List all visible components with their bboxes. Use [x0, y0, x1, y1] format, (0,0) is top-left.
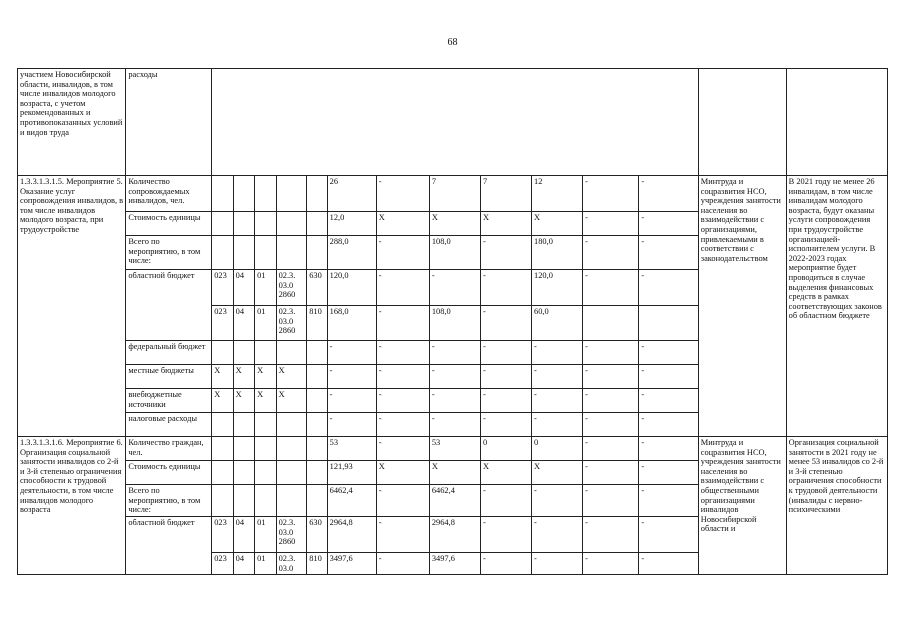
m6-code-g [212, 461, 233, 485]
m5-value-cell: - [429, 341, 480, 365]
m5-code-c: 02.3. 03.0 2860 [276, 306, 307, 341]
m6-result-cell: Организация социальной занятости в 2021 году не менее 53 инвалидов со 2-й и 3-й степенью ограничения способности к трудовой деятельности (инвалиды с нервно-психическими [786, 437, 887, 575]
m5-value-cell: X [480, 212, 531, 236]
m6-code-c [276, 485, 307, 517]
m5-value-cell: - [583, 341, 639, 365]
m6-value-cell: 2964,8 [327, 517, 376, 553]
m6-code-p: 01 [255, 553, 276, 575]
m5-value-cell [639, 306, 698, 341]
m5-value-cell: 120,0 [532, 270, 583, 306]
m5-value-cell: - [532, 365, 583, 389]
m5-code-c: 02.3. 03.0 2860 [276, 270, 307, 306]
m6-code-p: 01 [255, 517, 276, 553]
m5-value-cell: X [429, 212, 480, 236]
m5-row [18, 176, 888, 212]
m6-value-cell: - [376, 485, 429, 517]
m6-indicator-label: Количество граждан, чел. [126, 437, 212, 461]
m5-code-g [212, 176, 233, 212]
m5-value-cell: - [480, 270, 531, 306]
m5-value-cell: 60,0 [532, 306, 583, 341]
m5-indicator-label: федеральный бюджет [126, 341, 212, 365]
m5-value-cell: - [583, 413, 639, 437]
m6-value-cell: - [583, 517, 639, 553]
m6-value-cell: 6462,4 [327, 485, 376, 517]
m5-value-cell: 168,0 [327, 306, 376, 341]
m6-code-c [276, 461, 307, 485]
m6-code-g [212, 437, 233, 461]
m6-value-cell: - [639, 437, 698, 461]
m5-value-cell: 120,0 [327, 270, 376, 306]
m5-indicator-label: внебюджетные источники [126, 389, 212, 413]
m5-indicator-label: Количество сопровождаемых инвалидов, чел. [126, 176, 212, 212]
m5-code-v [307, 341, 327, 365]
m6-value-cell: X [480, 461, 531, 485]
m5-executor-cell: Минтруда и соцразвития НСО, учреждения занятости населения во взаимодействии с организациями, привлекаемыми в соответствии с законодательством [698, 176, 786, 437]
m5-value-cell: - [532, 389, 583, 413]
m5-title-cell: 1.3.3.1.3.1.5. Мероприятие 5. Оказание услуг сопровождения инвалидов, в том числе инвалидов молодого возраста, при трудоустройстве [18, 176, 126, 437]
m6-value-cell: - [639, 553, 698, 575]
m6-code-v [307, 485, 327, 517]
m5-code-c: X [276, 365, 307, 389]
m5-code-g [212, 236, 233, 270]
m6-code-r: 04 [233, 517, 254, 553]
m5-value-cell: - [376, 236, 429, 270]
m5-code-v [307, 413, 327, 437]
m6-value-cell: 53 [429, 437, 480, 461]
m5-code-v [307, 176, 327, 212]
m5-code-r: X [233, 389, 254, 413]
m6-row [18, 437, 888, 461]
m5-code-g: X [212, 389, 233, 413]
m5-code-r: 04 [233, 270, 254, 306]
m6-indicator-label: областной бюджет [126, 517, 212, 575]
m6-value-cell: - [583, 461, 639, 485]
m6-code-r: 04 [233, 553, 254, 575]
m5-code-p: 01 [255, 270, 276, 306]
m5-value-cell: - [376, 365, 429, 389]
m5-code-c [276, 341, 307, 365]
m5-value-cell: 108,0 [429, 236, 480, 270]
m5-value-cell: X [532, 212, 583, 236]
m5-value-cell [583, 306, 639, 341]
m5-code-r [233, 413, 254, 437]
measures-table [17, 68, 888, 575]
m5-value-cell: - [327, 341, 376, 365]
m6-code-r [233, 437, 254, 461]
m5-result-cell: В 2021 году не менее 26 инвалидам, в том числе инвалидам молодого возраста, будут оказаны услуги сопровождения при трудоустройстве организацией-исполнителем услуги. В 2022-2023 годах мероприятие будет проводиться в случае выделения финансовых средств в рамках соответствующих законов об областном бюджете [786, 176, 887, 437]
m5-code-r: X [233, 365, 254, 389]
m5-code-p [255, 212, 276, 236]
m6-indicator-label: Стоимость единицы [126, 461, 212, 485]
m5-value-cell: - [429, 270, 480, 306]
m6-code-g [212, 485, 233, 517]
m5-code-v: 630 [307, 270, 327, 306]
m5-indicator-label: областной бюджет [126, 270, 212, 341]
cont-result-cell [786, 69, 887, 176]
m5-value-cell: - [429, 389, 480, 413]
m5-code-g: 023 [212, 306, 233, 341]
m5-value-cell: - [327, 389, 376, 413]
m5-code-p [255, 341, 276, 365]
m6-value-cell: - [583, 437, 639, 461]
m5-code-p: 01 [255, 306, 276, 341]
m5-value-cell: 26 [327, 176, 376, 212]
m5-value-cell: - [480, 413, 531, 437]
m5-value-cell: - [583, 270, 639, 306]
m5-value-cell: 7 [480, 176, 531, 212]
m5-code-p [255, 236, 276, 270]
m5-code-g: 023 [212, 270, 233, 306]
m6-value-cell: 53 [327, 437, 376, 461]
m6-code-p [255, 437, 276, 461]
m5-code-c [276, 212, 307, 236]
m5-code-c [276, 236, 307, 270]
m6-value-cell: 6462,4 [429, 485, 480, 517]
m5-value-cell: - [532, 341, 583, 365]
m5-value-cell: - [376, 413, 429, 437]
m6-code-v: 630 [307, 517, 327, 553]
m5-value-cell: - [327, 365, 376, 389]
m6-value-cell: - [532, 553, 583, 575]
m5-code-c [276, 176, 307, 212]
m5-code-v: 810 [307, 306, 327, 341]
m5-value-cell: - [583, 212, 639, 236]
m5-value-cell: X [376, 212, 429, 236]
m5-code-r [233, 341, 254, 365]
m6-code-g: 023 [212, 517, 233, 553]
m5-code-g [212, 212, 233, 236]
m5-value-cell: - [376, 341, 429, 365]
m6-value-cell: 3497,6 [327, 553, 376, 575]
m5-code-r [233, 176, 254, 212]
cont-empty-cell [212, 69, 699, 176]
m5-code-r [233, 236, 254, 270]
m5-code-g: X [212, 365, 233, 389]
m5-code-r: 04 [233, 306, 254, 341]
m5-value-cell: - [532, 413, 583, 437]
m5-value-cell: - [480, 365, 531, 389]
m5-code-g [212, 413, 233, 437]
m6-value-cell: - [376, 517, 429, 553]
m6-value-cell: 121,93 [327, 461, 376, 485]
m5-value-cell: 12,0 [327, 212, 376, 236]
m5-value-cell: - [583, 176, 639, 212]
m5-indicator-label: Всего по мероприятию, в том числе: [126, 236, 212, 270]
m5-value-cell: - [639, 365, 698, 389]
m6-value-cell: - [376, 553, 429, 575]
m5-code-v [307, 212, 327, 236]
m6-code-r [233, 485, 254, 517]
cont-measure-cell: участием Новосибирской области, инвалидов, в том числе инвалидов молодого возраста, с учетом рекомендованных и противопоказанных условий и видов труда [18, 69, 126, 176]
m5-indicator-label: местные бюджеты [126, 365, 212, 389]
m6-indicator-label: Всего по мероприятию, в том числе: [126, 485, 212, 517]
m5-code-p: X [255, 389, 276, 413]
m6-value-cell: X [376, 461, 429, 485]
m6-title-cell: 1.3.3.1.3.1.6. Мероприятие 6. Организация социальной занятости инвалидов со 2-й и 3-й степенью ограничения способности к трудовой деятельности, в том числе инвалидов молодого возраста [18, 437, 126, 575]
m5-value-cell: - [639, 236, 698, 270]
m5-value-cell: - [480, 306, 531, 341]
m6-code-r [233, 461, 254, 485]
m5-code-v [307, 236, 327, 270]
m6-value-cell: - [480, 517, 531, 553]
m5-indicator-label: налоговые расходы [126, 413, 212, 437]
m5-value-cell: 180,0 [532, 236, 583, 270]
m6-value-cell: 3497,6 [429, 553, 480, 575]
m5-code-p [255, 413, 276, 437]
m6-code-g: 023 [212, 553, 233, 575]
m6-value-cell: - [639, 461, 698, 485]
m5-code-g [212, 341, 233, 365]
m5-value-cell: - [639, 270, 698, 306]
m6-code-p [255, 461, 276, 485]
m5-code-c [276, 413, 307, 437]
m6-code-c: 02.3. 03.0 2860 [276, 517, 307, 553]
m5-value-cell: 7 [429, 176, 480, 212]
m5-code-c: X [276, 389, 307, 413]
m5-value-cell: - [639, 212, 698, 236]
m6-value-cell: - [639, 485, 698, 517]
m6-code-c [276, 437, 307, 461]
m5-value-cell: - [639, 176, 698, 212]
m5-value-cell: - [583, 389, 639, 413]
m6-value-cell: - [480, 485, 531, 517]
m5-value-cell: - [480, 341, 531, 365]
continuation-row [18, 69, 888, 176]
cont-indicator-cell: расходы [126, 69, 212, 176]
m6-value-cell: - [532, 485, 583, 517]
m6-executor-cell: Минтруда и соцразвития НСО, учреждения занятости населения во взаимодействии с общественными организациями инвалидов Новосибирской области и [698, 437, 786, 575]
m5-value-cell: 288,0 [327, 236, 376, 270]
m5-code-r [233, 212, 254, 236]
cont-executor-cell [698, 69, 786, 176]
m6-value-cell: - [532, 517, 583, 553]
m5-value-cell: - [583, 236, 639, 270]
m6-code-v [307, 461, 327, 485]
m5-value-cell: - [327, 413, 376, 437]
m6-value-cell: 0 [532, 437, 583, 461]
m5-indicator-label: Стоимость единицы [126, 212, 212, 236]
m5-value-cell: - [429, 413, 480, 437]
m5-value-cell: 108,0 [429, 306, 480, 341]
m6-value-cell: - [583, 485, 639, 517]
m5-value-cell: - [639, 413, 698, 437]
m5-code-v [307, 365, 327, 389]
m5-code-p [255, 176, 276, 212]
m6-value-cell: X [532, 461, 583, 485]
m6-value-cell: - [480, 553, 531, 575]
m5-code-v [307, 389, 327, 413]
m5-code-p: X [255, 365, 276, 389]
m5-value-cell: - [376, 389, 429, 413]
m5-value-cell: - [639, 341, 698, 365]
m6-code-v: 810 [307, 553, 327, 575]
m6-value-cell: - [376, 437, 429, 461]
m6-code-v [307, 437, 327, 461]
page-number: 68 [447, 37, 458, 48]
m6-value-cell: 0 [480, 437, 531, 461]
m5-value-cell: - [376, 270, 429, 306]
m6-value-cell: - [639, 517, 698, 553]
m5-value-cell: - [639, 389, 698, 413]
m6-code-p [255, 485, 276, 517]
m5-value-cell: 12 [532, 176, 583, 212]
m5-value-cell: - [480, 389, 531, 413]
m6-value-cell: - [583, 553, 639, 575]
m5-value-cell: - [429, 365, 480, 389]
m5-value-cell: - [376, 176, 429, 212]
m5-value-cell: - [376, 306, 429, 341]
m5-value-cell: - [480, 236, 531, 270]
m6-value-cell: 2964,8 [429, 517, 480, 553]
m5-value-cell: - [583, 365, 639, 389]
m6-value-cell: X [429, 461, 480, 485]
m6-code-c: 02.3. 03.0 [276, 553, 307, 575]
